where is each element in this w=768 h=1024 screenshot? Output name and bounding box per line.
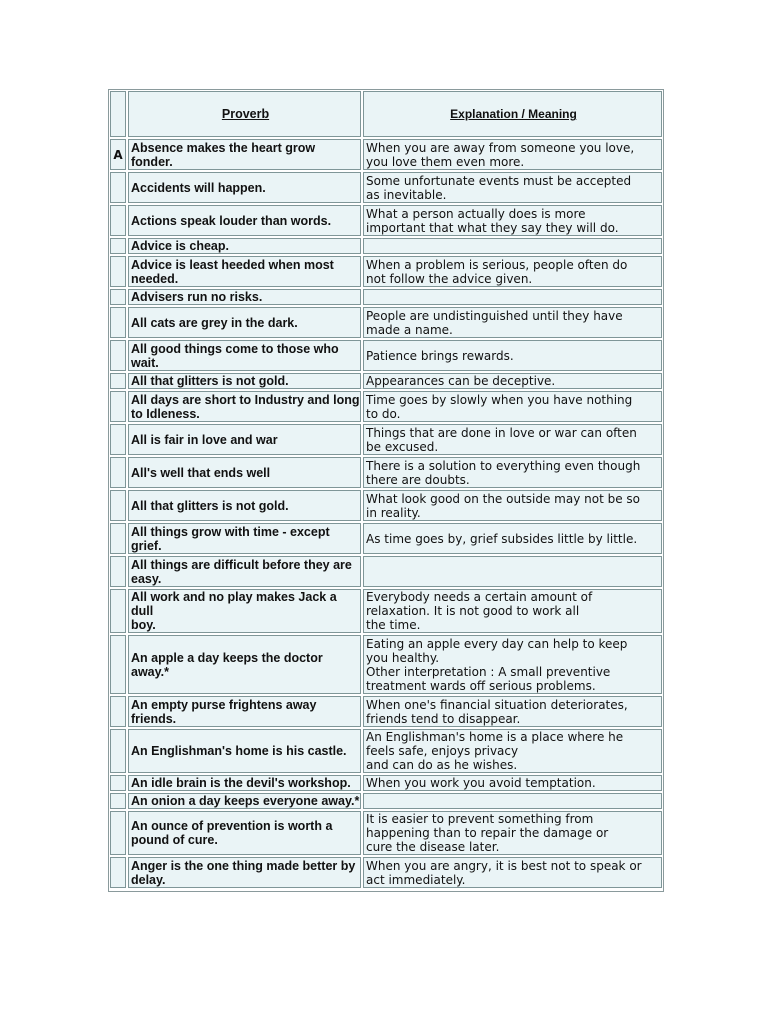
proverb-cell xyxy=(128,589,361,633)
row-marker-cell xyxy=(110,729,126,773)
row-marker-cell xyxy=(110,256,126,287)
row-marker-cell xyxy=(110,523,126,554)
proverb-text: An idle brain is the devil's workshop. xyxy=(131,776,351,790)
row-marker-cell xyxy=(110,172,126,203)
meaning-text: What a person actually does is more important that what they say they will do. xyxy=(366,206,619,235)
meaning-cell xyxy=(363,589,662,633)
proverb-text: Actions speak louder than words. xyxy=(131,213,332,228)
table-row xyxy=(110,775,662,791)
row-marker-cell xyxy=(110,490,126,521)
meaning-cell xyxy=(363,373,662,389)
proverb-cell xyxy=(128,811,361,855)
meaning-cell xyxy=(363,811,662,855)
row-marker-cell xyxy=(110,238,126,254)
header-marker-cell xyxy=(110,91,126,137)
proverb-text: All is fair in love and war xyxy=(131,432,278,447)
proverb-text: All things are difficult before they are easy. xyxy=(131,557,352,586)
meaning-text: When one's financial situation deteriorates, friends tend to disappear. xyxy=(366,697,628,726)
row-marker-cell xyxy=(110,391,126,422)
proverb-cell xyxy=(128,793,361,809)
proverb-cell xyxy=(128,490,361,521)
meaning-text: People are undistinguished until they have made a name. xyxy=(366,308,623,337)
meaning-text: Things that are done in love or war can often be excused. xyxy=(366,425,637,454)
table-row xyxy=(110,556,662,587)
proverb-text: All good things come to those who wait. xyxy=(131,341,339,370)
proverb-text: All cats are grey in the dark. xyxy=(131,315,298,330)
meaning-text: As time goes by, grief subsides little by little. xyxy=(366,531,638,546)
meaning-cell xyxy=(363,238,662,254)
proverb-text: All that glitters is not gold. xyxy=(131,374,289,388)
meaning-cell xyxy=(363,391,662,422)
row-marker-cell xyxy=(110,793,126,809)
table-row xyxy=(110,589,662,633)
table-row xyxy=(110,811,662,855)
row-marker-cell xyxy=(110,205,126,236)
table-row xyxy=(110,490,662,521)
proverb-cell xyxy=(128,340,361,371)
proverb-text: An ounce of prevention is worth a pound of cure. xyxy=(131,819,333,847)
row-marker-cell xyxy=(110,556,126,587)
proverb-text: Accidents will happen. xyxy=(131,180,266,195)
table-body xyxy=(110,139,662,888)
proverb-text: All work and no play makes Jack a dull boy. xyxy=(131,590,337,632)
row-marker-cell xyxy=(110,289,126,305)
proverb-text: All days are short to Industry and long to Idleness. xyxy=(131,392,360,421)
meaning-text: When you are angry, it is best not to speak or act immediately. xyxy=(366,858,642,887)
row-marker-cell xyxy=(110,775,126,791)
meaning-cell xyxy=(363,523,662,554)
table-row xyxy=(110,307,662,338)
proverb-cell xyxy=(128,307,361,338)
proverb-text: All that glitters is not gold. xyxy=(131,498,289,513)
table-row xyxy=(110,857,662,888)
meaning-cell xyxy=(363,696,662,727)
row-marker-cell xyxy=(110,589,126,633)
meaning-text: Everybody needs a certain amount of relaxation. It is not good to work all the time. xyxy=(366,590,593,632)
proverb-cell xyxy=(128,256,361,287)
meaning-text: Time goes by slowly when you have nothing to do. xyxy=(366,392,633,421)
meaning-text: When you are away from someone you love, you love them even more. xyxy=(366,140,635,169)
proverb-cell xyxy=(128,696,361,727)
proverb-cell xyxy=(128,172,361,203)
meaning-cell xyxy=(363,635,662,694)
meaning-cell xyxy=(363,793,662,809)
row-marker-cell xyxy=(110,457,126,488)
meaning-text: What look good on the outside may not be so in reality. xyxy=(366,491,641,520)
meaning-cell xyxy=(363,289,662,305)
meaning-text: There is a solution to everything even though there are doubts. xyxy=(366,458,641,487)
proverb-cell xyxy=(128,556,361,587)
table-row xyxy=(110,729,662,773)
proverb-cell xyxy=(128,523,361,554)
meaning-cell xyxy=(363,205,662,236)
meaning-text: Some unfortunate events must be accepted as inevitable. xyxy=(366,173,632,202)
table-header-row xyxy=(110,91,662,137)
proverb-cell xyxy=(128,391,361,422)
proverb-text: Anger is the one thing made better by delay. xyxy=(131,858,356,887)
meaning-cell xyxy=(363,139,662,170)
table-row xyxy=(110,289,662,305)
meaning-cell xyxy=(363,775,662,791)
row-marker-cell xyxy=(110,811,126,855)
proverb-text: An Englishman's home is his castle. xyxy=(131,744,347,758)
proverb-text: An onion a day keeps everyone away.* xyxy=(131,794,360,808)
proverb-cell xyxy=(128,289,361,305)
table-row xyxy=(110,205,662,236)
proverb-text: An empty purse frightens away friends. xyxy=(131,697,317,726)
proverb-text: All's well that ends well xyxy=(131,465,271,480)
proverb-cell xyxy=(128,238,361,254)
meaning-text: An Englishman's home is a place where he feels safe, enjoys privacy and can do as he wishes. xyxy=(366,730,624,772)
meaning-text: Patience brings rewards. xyxy=(366,348,514,363)
table-row xyxy=(110,635,662,694)
table-row xyxy=(110,340,662,371)
proverb-text: Advice is cheap. xyxy=(131,239,229,253)
row-marker-cell xyxy=(110,340,126,371)
row-marker-cell xyxy=(110,635,126,694)
proverb-text: Advice is least heeded when most needed. xyxy=(131,257,334,286)
proverb-cell xyxy=(128,205,361,236)
table-row xyxy=(110,523,662,554)
table-row xyxy=(110,139,662,170)
proverb-cell xyxy=(128,139,361,170)
proverb-cell xyxy=(128,635,361,694)
row-marker-cell xyxy=(110,373,126,389)
table-row xyxy=(110,391,662,422)
meaning-cell xyxy=(363,424,662,455)
proverbs-table xyxy=(108,89,664,892)
table-row xyxy=(110,793,662,809)
proverb-cell xyxy=(128,373,361,389)
meaning-text: When a problem is serious, people often do not follow the advice given. xyxy=(366,257,628,286)
meaning-cell xyxy=(363,556,662,587)
table-row xyxy=(110,172,662,203)
table-row xyxy=(110,256,662,287)
table-row xyxy=(110,457,662,488)
proverb-cell xyxy=(128,857,361,888)
proverb-cell xyxy=(128,729,361,773)
table-row xyxy=(110,696,662,727)
table-row xyxy=(110,373,662,389)
proverb-text: An apple a day keeps the doctor away.* xyxy=(131,650,323,679)
proverb-cell xyxy=(128,424,361,455)
proverb-cell xyxy=(128,457,361,488)
meaning-text: Appearances can be deceptive. xyxy=(366,374,556,388)
header-meaning: Explanation / Meaning xyxy=(363,91,662,137)
meaning-cell xyxy=(363,172,662,203)
meaning-text: When you work you avoid temptation. xyxy=(366,776,596,790)
proverb-text: Absence makes the heart grow fonder. xyxy=(131,140,316,169)
meaning-cell xyxy=(363,256,662,287)
meaning-cell xyxy=(363,857,662,888)
meaning-cell xyxy=(363,307,662,338)
row-marker-cell: A xyxy=(110,139,126,170)
meaning-text: It is easier to prevent something from happening than to repair the damage or cure the disease later. xyxy=(366,812,609,854)
proverb-text: Advisers run no risks. xyxy=(131,290,263,304)
meaning-cell xyxy=(363,457,662,488)
meaning-cell xyxy=(363,340,662,371)
row-marker-cell xyxy=(110,696,126,727)
meaning-cell xyxy=(363,490,662,521)
proverb-cell xyxy=(128,775,361,791)
meaning-text: Eating an apple every day can help to keep you healthy. Other interpretation : A small preventive treatment wards off serious problems. xyxy=(366,636,628,693)
table-row xyxy=(110,238,662,254)
table-row xyxy=(110,424,662,455)
row-marker-cell xyxy=(110,424,126,455)
proverb-text: All things grow with time - except grief. xyxy=(131,524,330,553)
row-marker-cell xyxy=(110,857,126,888)
meaning-cell xyxy=(363,729,662,773)
row-marker-cell xyxy=(110,307,126,338)
header-proverb: Proverb xyxy=(128,91,361,137)
